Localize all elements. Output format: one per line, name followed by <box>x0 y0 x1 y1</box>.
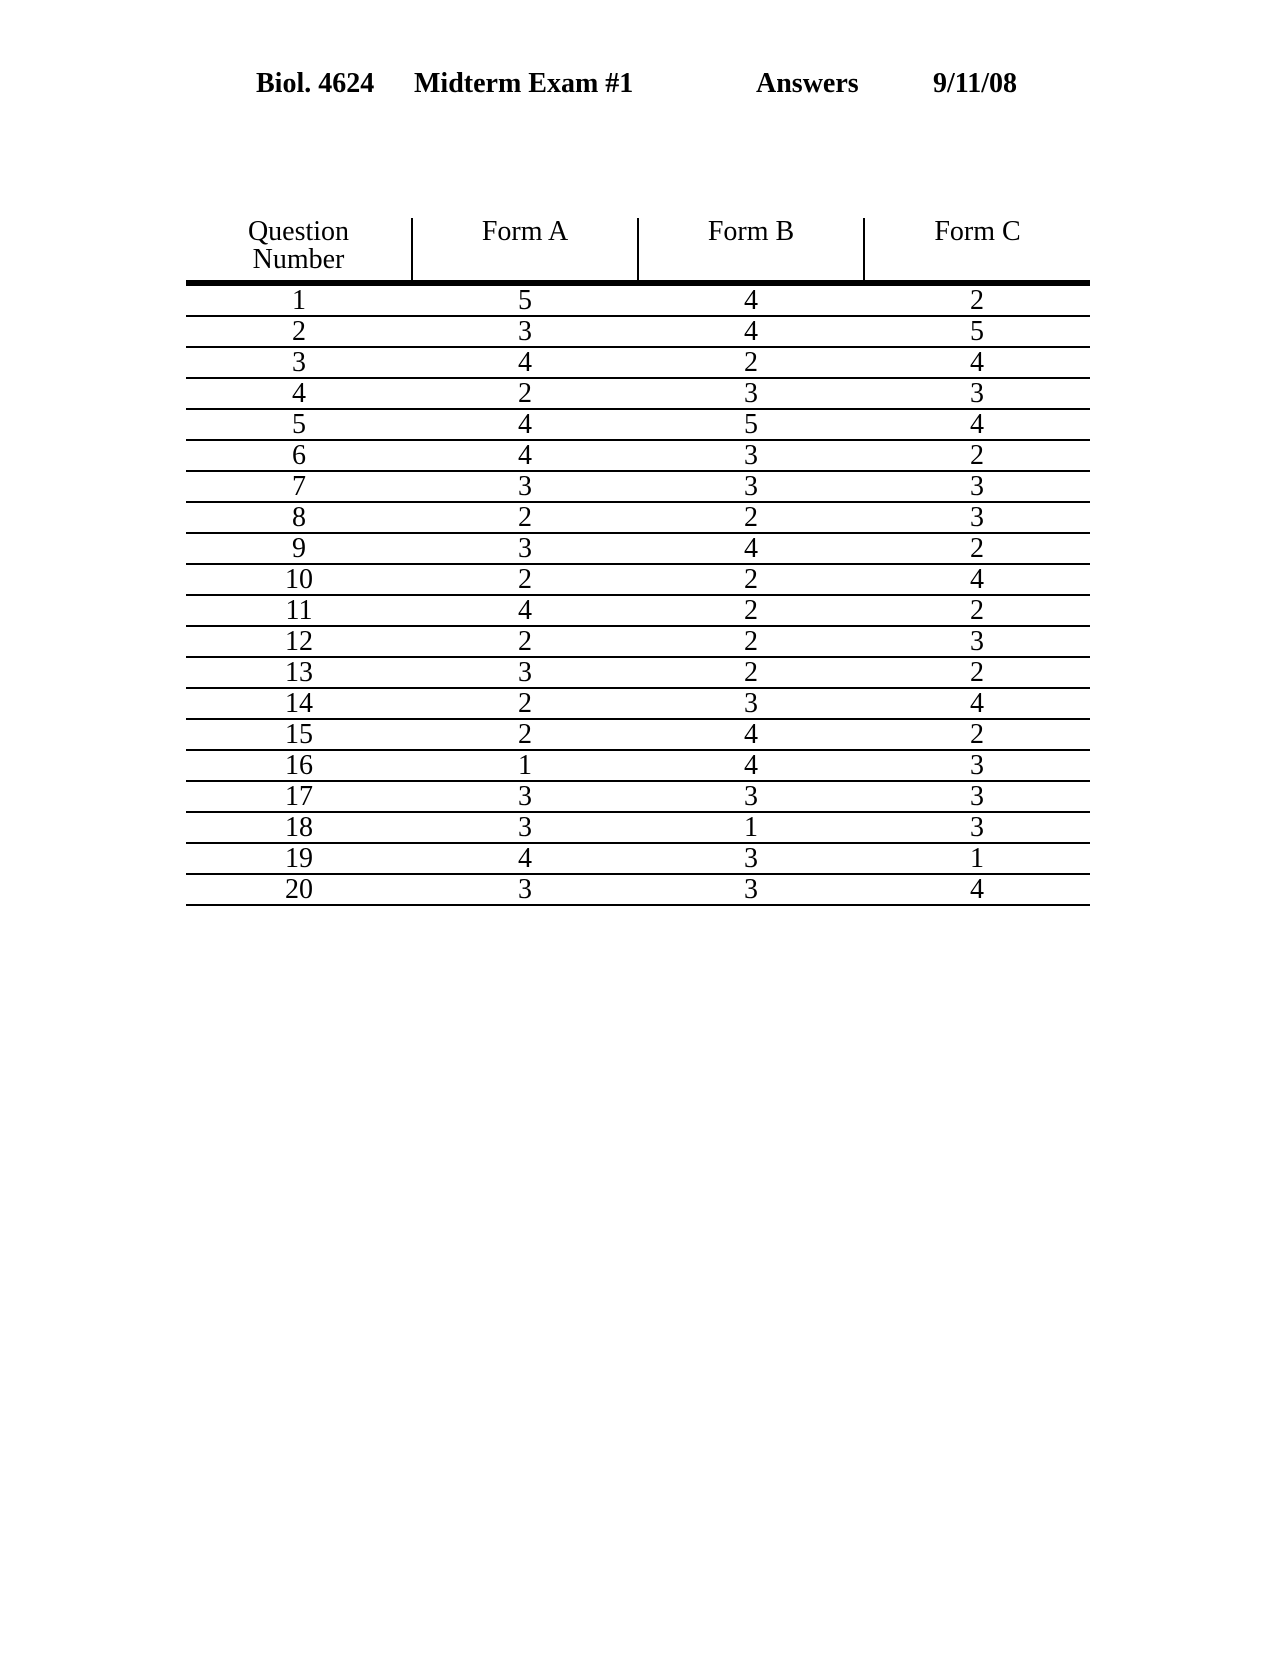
form-a-answer-cell: 3 <box>412 657 638 688</box>
form-a-answer-cell: 3 <box>412 471 638 502</box>
table-row <box>186 688 1090 719</box>
form-c-answer-cell: 4 <box>864 347 1090 378</box>
question-number-cell: 20 <box>186 874 412 905</box>
course-code: Biol. 4624 <box>256 68 375 99</box>
form-a-answer-cell: 4 <box>412 440 638 471</box>
table-row <box>186 657 1090 688</box>
form-c-answer-cell: 4 <box>864 564 1090 595</box>
form-b-answer-cell: 3 <box>638 781 864 812</box>
table-row <box>186 502 1090 533</box>
answer-rows <box>186 283 1090 905</box>
table-row <box>186 471 1090 502</box>
question-number-cell: 14 <box>186 688 412 719</box>
question-number-cell: 10 <box>186 564 412 595</box>
form-a-answer-cell: 3 <box>412 874 638 905</box>
table-row <box>186 409 1090 440</box>
form-c-answer-cell: 2 <box>864 595 1090 626</box>
form-a-answer-cell: 3 <box>412 533 638 564</box>
form-b-answer-cell: 3 <box>638 843 864 874</box>
answers-label: Answers <box>756 68 859 99</box>
form-c-answer-cell: 1 <box>864 843 1090 874</box>
table-row <box>186 564 1090 595</box>
form-a-answer-cell: 1 <box>412 750 638 781</box>
table-row <box>186 812 1090 843</box>
question-number-cell: 19 <box>186 843 412 874</box>
table-row <box>186 843 1090 874</box>
form-b-answer-cell: 2 <box>638 564 864 595</box>
form-b-answer-cell: 3 <box>638 471 864 502</box>
form-c-answer-cell: 3 <box>864 781 1090 812</box>
form-c-answer-cell: 3 <box>864 750 1090 781</box>
form-a-answer-cell: 2 <box>412 564 638 595</box>
form-a-answer-cell: 2 <box>412 688 638 719</box>
form-b-answer-cell: 1 <box>638 812 864 843</box>
question-number-cell: 17 <box>186 781 412 812</box>
form-a-answer-cell: 2 <box>412 502 638 533</box>
table-row <box>186 719 1090 750</box>
question-number-cell: 8 <box>186 502 412 533</box>
form-c-answer-cell: 4 <box>864 688 1090 719</box>
form-a-answer-cell: 3 <box>412 781 638 812</box>
form-b-answer-cell: 2 <box>638 502 864 533</box>
form-b-answer-cell: 4 <box>638 316 864 347</box>
table-row <box>186 316 1090 347</box>
question-number-cell: 5 <box>186 409 412 440</box>
header-row <box>186 218 1090 283</box>
form-a-answer-cell: 3 <box>412 316 638 347</box>
form-a-answer-cell: 4 <box>412 347 638 378</box>
form-b-answer-cell: 2 <box>638 347 864 378</box>
form-a-answer-cell: 2 <box>412 719 638 750</box>
answer-key-table <box>186 218 1090 906</box>
table-row <box>186 781 1090 812</box>
column-header-form-a: Form A <box>412 218 638 283</box>
form-c-answer-cell: 5 <box>864 316 1090 347</box>
column-header-form-b: Form B <box>638 218 864 283</box>
form-c-answer-cell: 2 <box>864 719 1090 750</box>
form-c-answer-cell: 3 <box>864 626 1090 657</box>
form-b-answer-cell: 3 <box>638 874 864 905</box>
question-number-cell: 16 <box>186 750 412 781</box>
form-c-answer-cell: 2 <box>864 533 1090 564</box>
form-b-answer-cell: 2 <box>638 595 864 626</box>
form-c-answer-cell: 2 <box>864 440 1090 471</box>
form-c-answer-cell: 3 <box>864 812 1090 843</box>
question-number-cell: 1 <box>186 283 412 316</box>
form-b-answer-cell: 3 <box>638 378 864 409</box>
form-c-answer-cell: 3 <box>864 471 1090 502</box>
form-b-answer-cell: 2 <box>638 657 864 688</box>
page-header <box>0 68 1280 108</box>
form-c-answer-cell: 4 <box>864 409 1090 440</box>
form-b-answer-cell: 4 <box>638 283 864 316</box>
table-row <box>186 440 1090 471</box>
form-b-answer-cell: 4 <box>638 533 864 564</box>
form-b-answer-cell: 2 <box>638 626 864 657</box>
question-number-cell: 9 <box>186 533 412 564</box>
table-row <box>186 626 1090 657</box>
exam-title: Midterm Exam #1 <box>414 68 634 99</box>
form-a-answer-cell: 4 <box>412 409 638 440</box>
table-row <box>186 874 1090 905</box>
table-row <box>186 378 1090 409</box>
table-row <box>186 750 1090 781</box>
question-number-cell: 3 <box>186 347 412 378</box>
table-row <box>186 283 1090 316</box>
form-a-answer-cell: 4 <box>412 843 638 874</box>
form-a-answer-cell: 4 <box>412 595 638 626</box>
column-header-question-number: Question Number <box>186 218 412 283</box>
form-b-answer-cell: 4 <box>638 750 864 781</box>
question-number-cell: 6 <box>186 440 412 471</box>
question-number-cell: 13 <box>186 657 412 688</box>
form-c-answer-cell: 4 <box>864 874 1090 905</box>
table-row <box>186 347 1090 378</box>
form-a-answer-cell: 2 <box>412 378 638 409</box>
question-number-cell: 12 <box>186 626 412 657</box>
form-c-answer-cell: 2 <box>864 657 1090 688</box>
table-row <box>186 595 1090 626</box>
form-b-answer-cell: 3 <box>638 688 864 719</box>
form-a-answer-cell: 2 <box>412 626 638 657</box>
question-number-cell: 18 <box>186 812 412 843</box>
question-number-cell: 11 <box>186 595 412 626</box>
exam-date: 9/11/08 <box>933 68 1018 99</box>
form-c-answer-cell: 2 <box>864 283 1090 316</box>
form-a-answer-cell: 3 <box>412 812 638 843</box>
form-c-answer-cell: 3 <box>864 378 1090 409</box>
question-number-cell: 4 <box>186 378 412 409</box>
form-b-answer-cell: 5 <box>638 409 864 440</box>
form-c-answer-cell: 3 <box>864 502 1090 533</box>
form-b-answer-cell: 3 <box>638 440 864 471</box>
table-row <box>186 533 1090 564</box>
question-number-cell: 15 <box>186 719 412 750</box>
question-number-cell: 7 <box>186 471 412 502</box>
question-number-cell: 2 <box>186 316 412 347</box>
form-a-answer-cell: 5 <box>412 283 638 316</box>
form-b-answer-cell: 4 <box>638 719 864 750</box>
column-header-form-c: Form C <box>864 218 1090 283</box>
